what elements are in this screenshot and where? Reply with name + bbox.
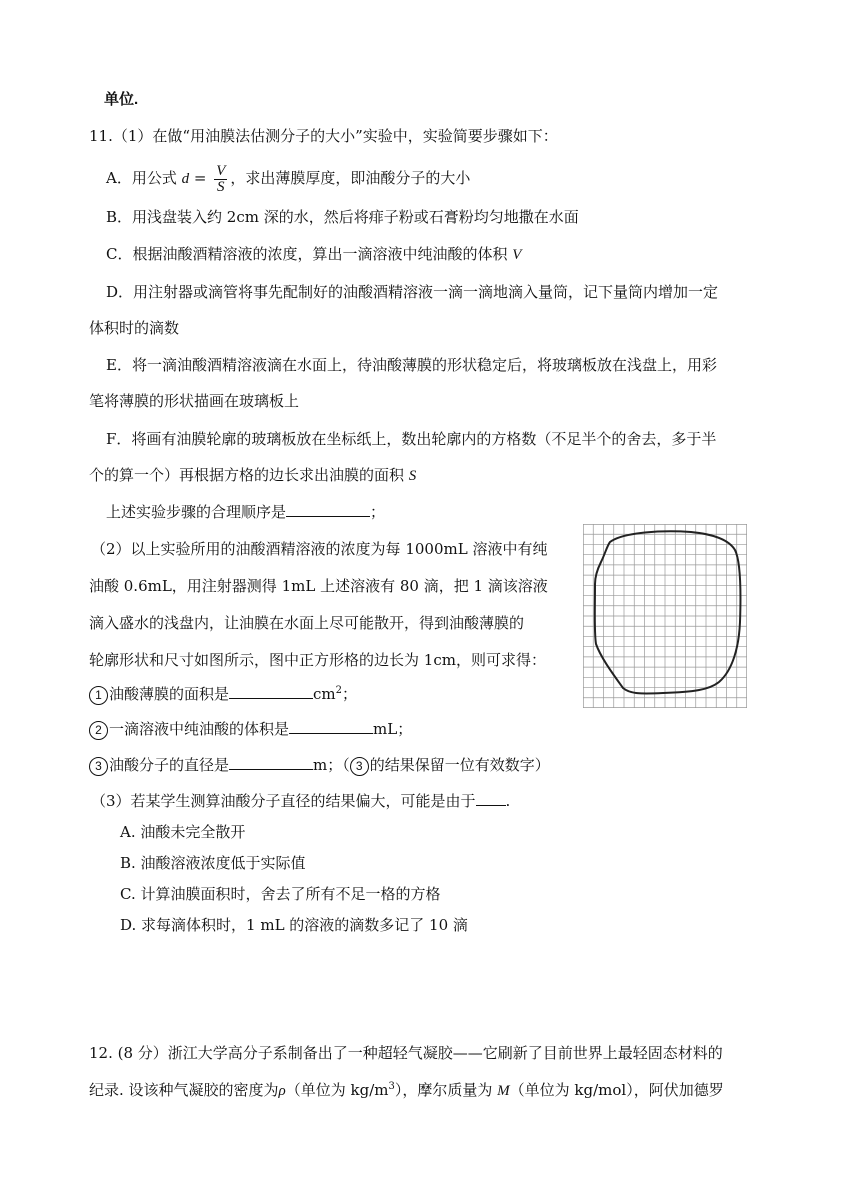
volume-answer-blank (289, 719, 373, 734)
circled-number-1: 1 (89, 686, 108, 705)
circled-number-3-note: 3 (350, 757, 369, 776)
part3-question: （3）若某学生测算油酸分子直径的结果偏大，可能是由于 . (91, 792, 511, 810)
q11-intro: 11.（1）在做“用油膜法估测分子的大小”实验中，实验简要步骤如下： (89, 127, 558, 145)
option-b: B. 油酸溶液浓度低于实际值 (120, 854, 306, 872)
part2-line1: （2）以上实验所用的油酸酒精溶液的浓度为每 1000mL 溶液中有纯 (91, 540, 548, 558)
step-a: A．用公式 d = $\frac{V}{S}$ ，求出薄膜厚度，即油酸分子的大小 (106, 162, 471, 195)
formula-fraction: $\frac{V}{S}$ (216, 162, 226, 195)
step-b: B．用浅盘装入约 2cm 深的水，然后将痱子粉或石膏粉均匀地撒在水面 (106, 208, 579, 226)
option-c: C. 计算油膜面积时，舍去了所有不足一格的方格 (120, 885, 441, 903)
option-d: D. 求每滴体积时，1 mL 的溶液的滴数多记了 10 滴 (120, 916, 468, 934)
sub-question-1: 1 油酸薄膜的面积是 $cm^2$； (89, 684, 357, 705)
step-c: C．根据油酸酒精溶液的浓度，算出一滴溶液中纯油酸的体积 V (106, 245, 522, 263)
sub-question-2: 2 一滴溶液中纯油酸的体积是 mL； (89, 719, 412, 740)
q12-line2: 纪录. 设该种气凝胶的密度为ρ（单位为 $kg/m^3$），摩尔质量为 M（单位为 kg/mol），阿伏加德罗 (89, 1081, 724, 1099)
q12-line1: 12. (8 分）浙江大学高分子系制备出了一种超轻气凝胶——它刷新了目前世界上最轻固态材料的 (89, 1044, 723, 1062)
part3-answer-blank (476, 791, 506, 806)
option-a: A. 油酸未完全散开 (120, 823, 246, 841)
sub-question-3: 3 油酸分子的直径是 m；（ 3 的结果保留一位有效数字） (89, 755, 550, 776)
step-f-line1: F．将画有油膜轮廓的玻璃板放在坐标纸上，数出轮廓内的方格数（不足半个的舍去，多于半 (106, 430, 717, 448)
step-e-line2: 笔将薄膜的形状描画在玻璃板上 (89, 392, 300, 410)
diameter-answer-blank (229, 755, 313, 770)
area-answer-blank (229, 684, 313, 699)
part2-line4: 轮廓形状和尺寸如图所示，图中正方形格的边长为 1cm，则可求得： (89, 651, 546, 669)
order-answer-blank (286, 502, 370, 517)
step-f-line2: 个的算一个）再根据方格的边长求出油膜的面积 S (89, 466, 417, 484)
oil-film-grid-figure (583, 524, 747, 708)
circled-number-3: 3 (89, 757, 108, 776)
step-e-line1: E．将一滴油酸酒精溶液滴在水面上，待油酸薄膜的形状稳定后，将玻璃板放在浅盘上，用彩 (106, 356, 717, 374)
step-d-line2: 体积时的滴数 (89, 319, 180, 337)
header-unit: 单位. (104, 91, 139, 108)
part2-line3: 滴入盛水的浅盘内，让油膜在水面上尽可能散开，得到油酸薄膜的 (89, 614, 525, 632)
order-question: 上述实验步骤的合理顺序是 ； (106, 503, 386, 521)
circled-number-2: 2 (89, 721, 108, 740)
part2-line2: 油酸 0.6mL，用注射器测得 1mL 上述溶液有 80 滴，把 1 滴该溶液 (89, 577, 548, 595)
oil-film-outline (595, 531, 741, 693)
grid-lines (583, 524, 747, 708)
step-d-line1: D．用注射器或滴管将事先配制好的油酸酒精溶液一滴一滴地滴入量筒，记下量筒内增加一定 (106, 283, 719, 301)
